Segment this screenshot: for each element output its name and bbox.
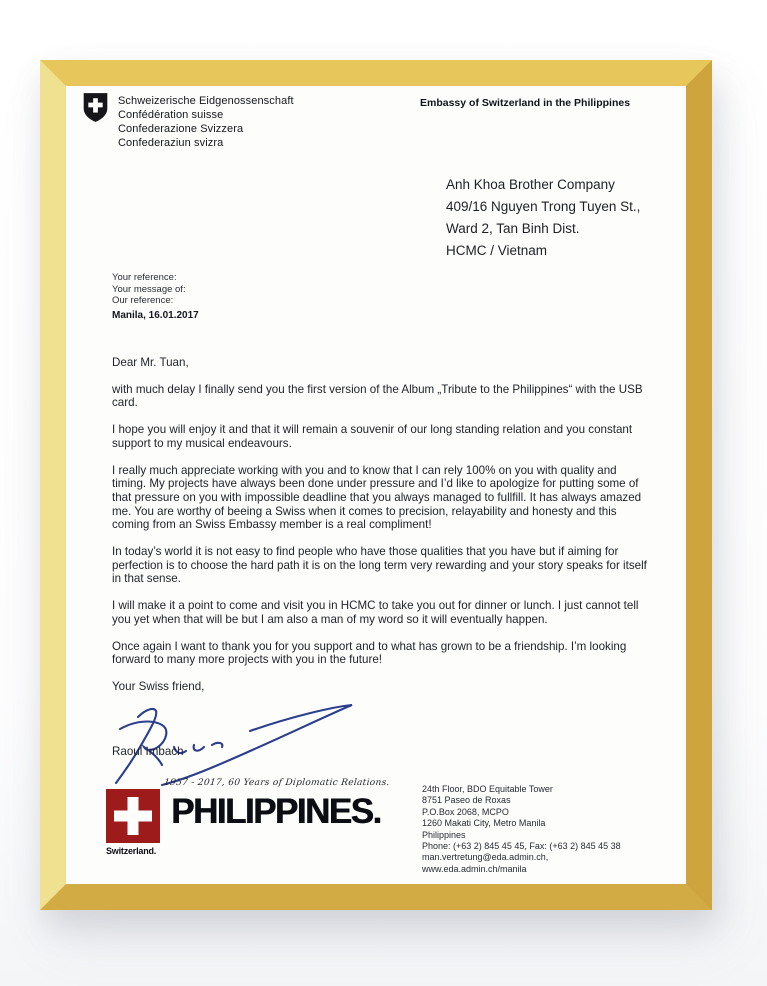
paragraph: Once again I want to thank you for you support and to what has grown to be a friendship. I’m looking forward to many more projects with you in the future! bbox=[112, 639, 627, 667]
recipient-line: Anh Khoa Brother Company bbox=[446, 177, 615, 192]
country-line: Confédération suisse bbox=[118, 109, 224, 121]
reference-block bbox=[112, 272, 186, 307]
address-line: Phone: (+63 2) 845 45 45, Fax: (+63 2) 845 45 38 bbox=[422, 841, 621, 852]
your-message-of-label: Your message of: bbox=[112, 283, 186, 295]
address-line: www.eda.admin.ch/manila bbox=[422, 863, 527, 874]
gold-picture-frame bbox=[40, 60, 712, 910]
handwritten-signature-icon bbox=[100, 699, 380, 789]
your-reference-label: Your reference: bbox=[112, 272, 177, 283]
switzerland-brand-logo bbox=[106, 789, 162, 856]
address-line: man.vertretung@eda.admin.ch, bbox=[422, 852, 549, 863]
signature-area bbox=[112, 707, 650, 779]
recipient-address-block bbox=[446, 174, 640, 262]
dateline: Manila, 16.01.2017 bbox=[112, 310, 199, 321]
address-line: 8751 Paseo de Roxas bbox=[422, 795, 511, 806]
address-line: 24th Floor, BDO Equitable Tower bbox=[422, 784, 553, 794]
country-line: Confederaziun svizra bbox=[118, 137, 224, 149]
closing: Your Swiss friend, bbox=[112, 679, 205, 693]
letter-body bbox=[112, 356, 650, 779]
philippines-wordmark: PHILIPPINES. bbox=[171, 792, 381, 831]
letterhead bbox=[82, 92, 294, 150]
swiss-coat-of-arms-icon bbox=[82, 92, 109, 150]
our-reference-label: Our reference: bbox=[112, 295, 174, 306]
recipient-line: Ward 2, Tan Binh Dist. bbox=[446, 221, 580, 236]
paragraph: I really much appreciate working with you and to know that I can rely 100% on you with quality and timing. My projects have always been done under pressure and I’d like to apologize for putting some of that pressure on you with impossible deadline that you always managed to fullfill. It has always amazed me. You are worthy of beeing a Swiss when it comes to precision, relayability and honesty and this coming from an Swiss Embassy member is a real compliment! bbox=[112, 463, 642, 532]
embassy-title: Embassy of Switzerland in the Philippines bbox=[420, 97, 631, 109]
address-line: Philippines bbox=[422, 829, 466, 840]
switzerland-label: Switzerland. bbox=[106, 846, 157, 856]
country-line: Confederazione Svizzera bbox=[118, 123, 244, 135]
letter-paper bbox=[66, 86, 686, 884]
paragraph: with much delay I finally send you the first version of the Album „Tribute to the Philippines“ with the USB card. bbox=[112, 382, 643, 410]
paragraph: In today’s world it is not easy to find people who have those qualities that you have but if aiming for perfection is to choose the hard path it is on the long term very rewarding and your story speaks for itself in that sense. bbox=[112, 545, 647, 586]
swiss-cross-icon bbox=[106, 789, 162, 843]
address-line: 1260 Makati City, Metro Manila bbox=[422, 818, 546, 829]
embassy-address-block bbox=[422, 784, 621, 875]
recipient-line: HCMC / Vietnam bbox=[446, 243, 548, 258]
paragraph: I hope you will enjoy it and that it will remain a souvenir of our long standing relation and you constant support to my musical endeavours. bbox=[112, 423, 633, 450]
signatory-name: Raoul Imbach bbox=[112, 744, 184, 758]
address-line: P.O.Box 2068, MCPO bbox=[422, 806, 509, 817]
confederation-name-block bbox=[118, 92, 294, 150]
country-line: Schweizerische Eidgenossenschaft bbox=[118, 95, 294, 107]
recipient-line: 409/16 Nguyen Trong Tuyen St., bbox=[446, 199, 641, 214]
anniversary-handwriting: 1957 - 2017, 60 Years of Diplomatic Relations. bbox=[163, 778, 391, 788]
paragraph: I will make it a point to come and visit you in HCMC to take you out for dinner or lunch. I just cannot tell you yet when that will be but I am also a man of my word so it will eventually happen. bbox=[112, 599, 639, 626]
salutation: Dear Mr. Tuan, bbox=[112, 356, 189, 369]
